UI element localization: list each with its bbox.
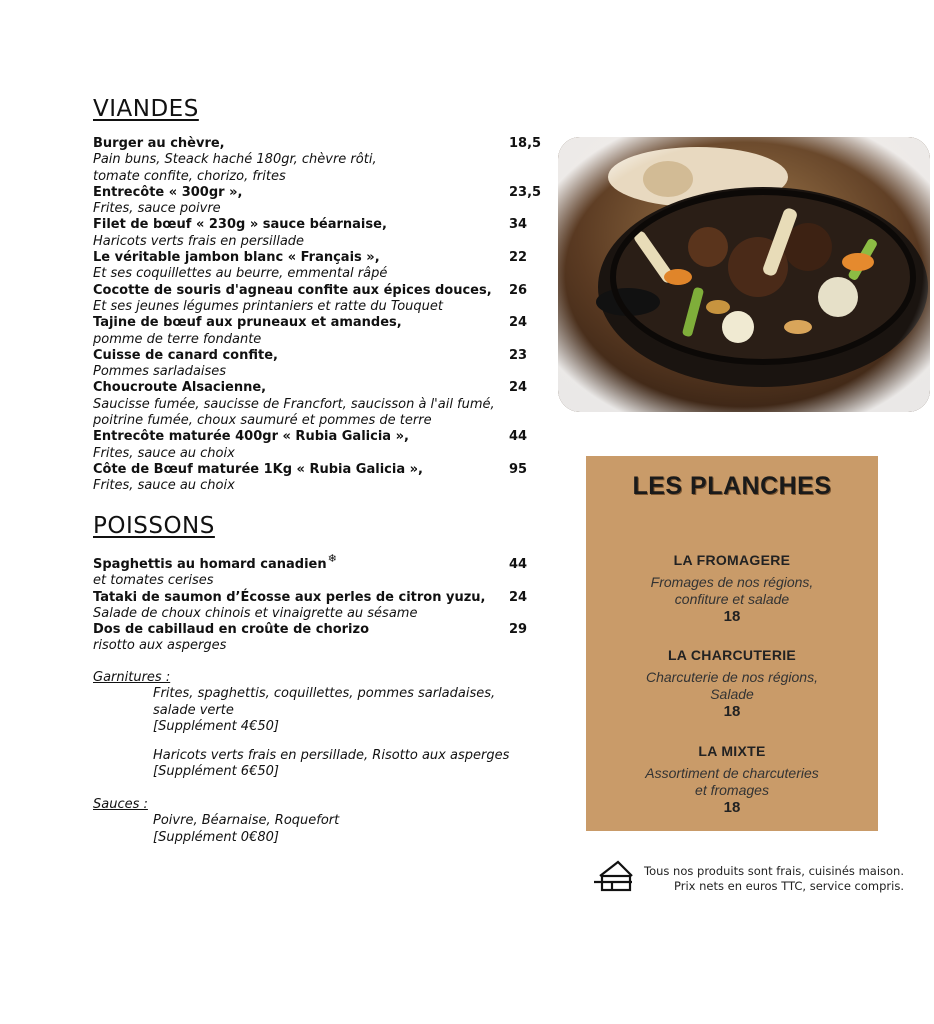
planche-price: 18 [723,608,741,625]
dish-price: 95 [509,461,528,477]
planche-description: Fromages de nos régions, confiture et salade [650,574,814,607]
menu-item [93,552,543,590]
garnitures-label: Garnitures : [93,670,171,685]
planche-description: Charcuterie de nos régions, Salade [646,669,818,702]
dish-name-row [93,552,543,573]
dish-name: Entrecôte « 300gr », [93,184,243,200]
menu-item [93,590,543,623]
menu-item [93,315,543,348]
dish-name: Dos de cabillaud en croûte de chorizo [93,622,370,638]
dish-price: 22 [509,250,528,266]
dish-name: Spaghettis au homard canadien [93,557,327,572]
menu-item [93,380,543,429]
planche-name: LA CHARCUTERIE [667,647,797,663]
dish-price: 29 [509,622,528,638]
dish-description: Frites, sauce au choix [93,445,235,461]
fait-maison-house-icon [594,860,634,894]
dish-description: Et ses coquillettes au beurre, emmental râpé [93,266,388,282]
menu-item [93,250,543,283]
planche-charcuterie [586,647,878,720]
footer-text: Tous nos produits sont frais, cuisinés maison. Prix nets en euros TTC, service compris. [644,864,904,893]
planche-price: 18 [723,799,741,816]
dish-description: pomme de terre fondante [93,331,262,347]
dish-description: Frites, sauce au choix [93,478,235,494]
cocotte-illustration [558,137,930,412]
dish-name: Le véritable jambon blanc « Français », [93,250,380,266]
poissons-list [93,552,543,655]
dish-price: 44 [509,557,528,572]
dish-price: 23,5 [509,184,542,200]
dish-price: 34 [509,217,528,233]
dish-name: Côte de Bœuf maturée 1Kg « Rubia Galicia », [93,461,423,477]
planche-name: LA MIXTE [698,743,766,759]
menu-item [93,429,543,462]
dish-price: 23 [509,347,528,363]
menu-item [93,462,543,495]
dish-name: Tataki de saumon d’Écosse aux perles de citron yuzu, [93,589,486,605]
menu-item [93,185,543,218]
dish-name: Burger au chèvre, [93,136,225,151]
dish-name: Filet de bœuf « 230g » sauce béarnaise, [93,217,387,233]
dish-name: Cuisse de canard confite, [93,347,278,363]
menu-item [93,217,543,250]
dish-description: Pain buns, Steack haché 180gr, chèvre rôti, tomate confite, chorizo, frites [93,152,377,184]
dish-photo [558,137,930,412]
dish-description: Pommes sarladaises [93,364,227,380]
dish-description: Saucisse fumée, saucisse de Francfort, saucisson à l'ail fumé, poitrine fumée, choux saumuré et pommes de terre [93,396,495,429]
menu-item [93,283,543,316]
menu-item [93,622,543,655]
planche-description: Assortiment de charcuteries et fromages [645,765,819,798]
dish-description: Et ses jeunes légumes printaniers et ratte du Touquet [93,298,443,314]
planche-mixte [586,743,878,816]
sauces-list: Poivre, Béarnaise, Roquefort [Supplément 0€80] [153,813,340,845]
viandes-list [93,136,543,495]
garnitures-block [93,670,543,781]
planches-title: LES PLANCHES [632,472,832,500]
dish-description: et tomates cerises [93,573,214,589]
dish-price: 24 [509,589,528,605]
dish-price: 18,5 [509,136,542,151]
dish-name: Entrecôte maturée 400gr « Rubia Galicia », [93,429,409,445]
garnitures-group-1: Frites, spaghettis, coquillettes, pommes sarladaises, salade verte [Supplément 4€50] [153,686,496,734]
dish-name: Choucroute Alsacienne, [93,380,267,396]
garnitures-group-2: Haricots verts frais en persillade, Risotto aux asperges [Supplément 6€50] [153,748,510,780]
menu-item [93,136,543,185]
planche-fromagere [586,552,878,625]
dish-description: Frites, sauce poivre [93,201,221,217]
menu-item [93,348,543,381]
sauces-label: Sauces : [93,797,148,812]
viandes-title: VIANDES [93,96,199,122]
planche-name: LA FROMAGERE [673,552,791,568]
planches-panel [586,456,878,831]
dish-price: 24 [509,315,528,331]
dish-name: Cocotte de souris d'agneau confite aux épices douces, [93,282,492,298]
planche-price: 18 [723,703,741,720]
dish-price: 24 [509,380,528,396]
dish-description: risotto aux asperges [93,638,227,654]
snowflake-icon: ❄ [327,552,337,565]
dish-description: Salade de choux chinois et vinaigrette au sésame [93,605,418,621]
dish-description: Haricots verts frais en persillade [93,233,305,249]
sauces-block [93,797,543,846]
poissons-title: POISSONS [93,513,215,539]
dish-price: 44 [509,429,528,445]
dish-price: 26 [509,282,528,298]
dish-name: Tajine de bœuf aux pruneaux et amandes, [93,315,402,331]
